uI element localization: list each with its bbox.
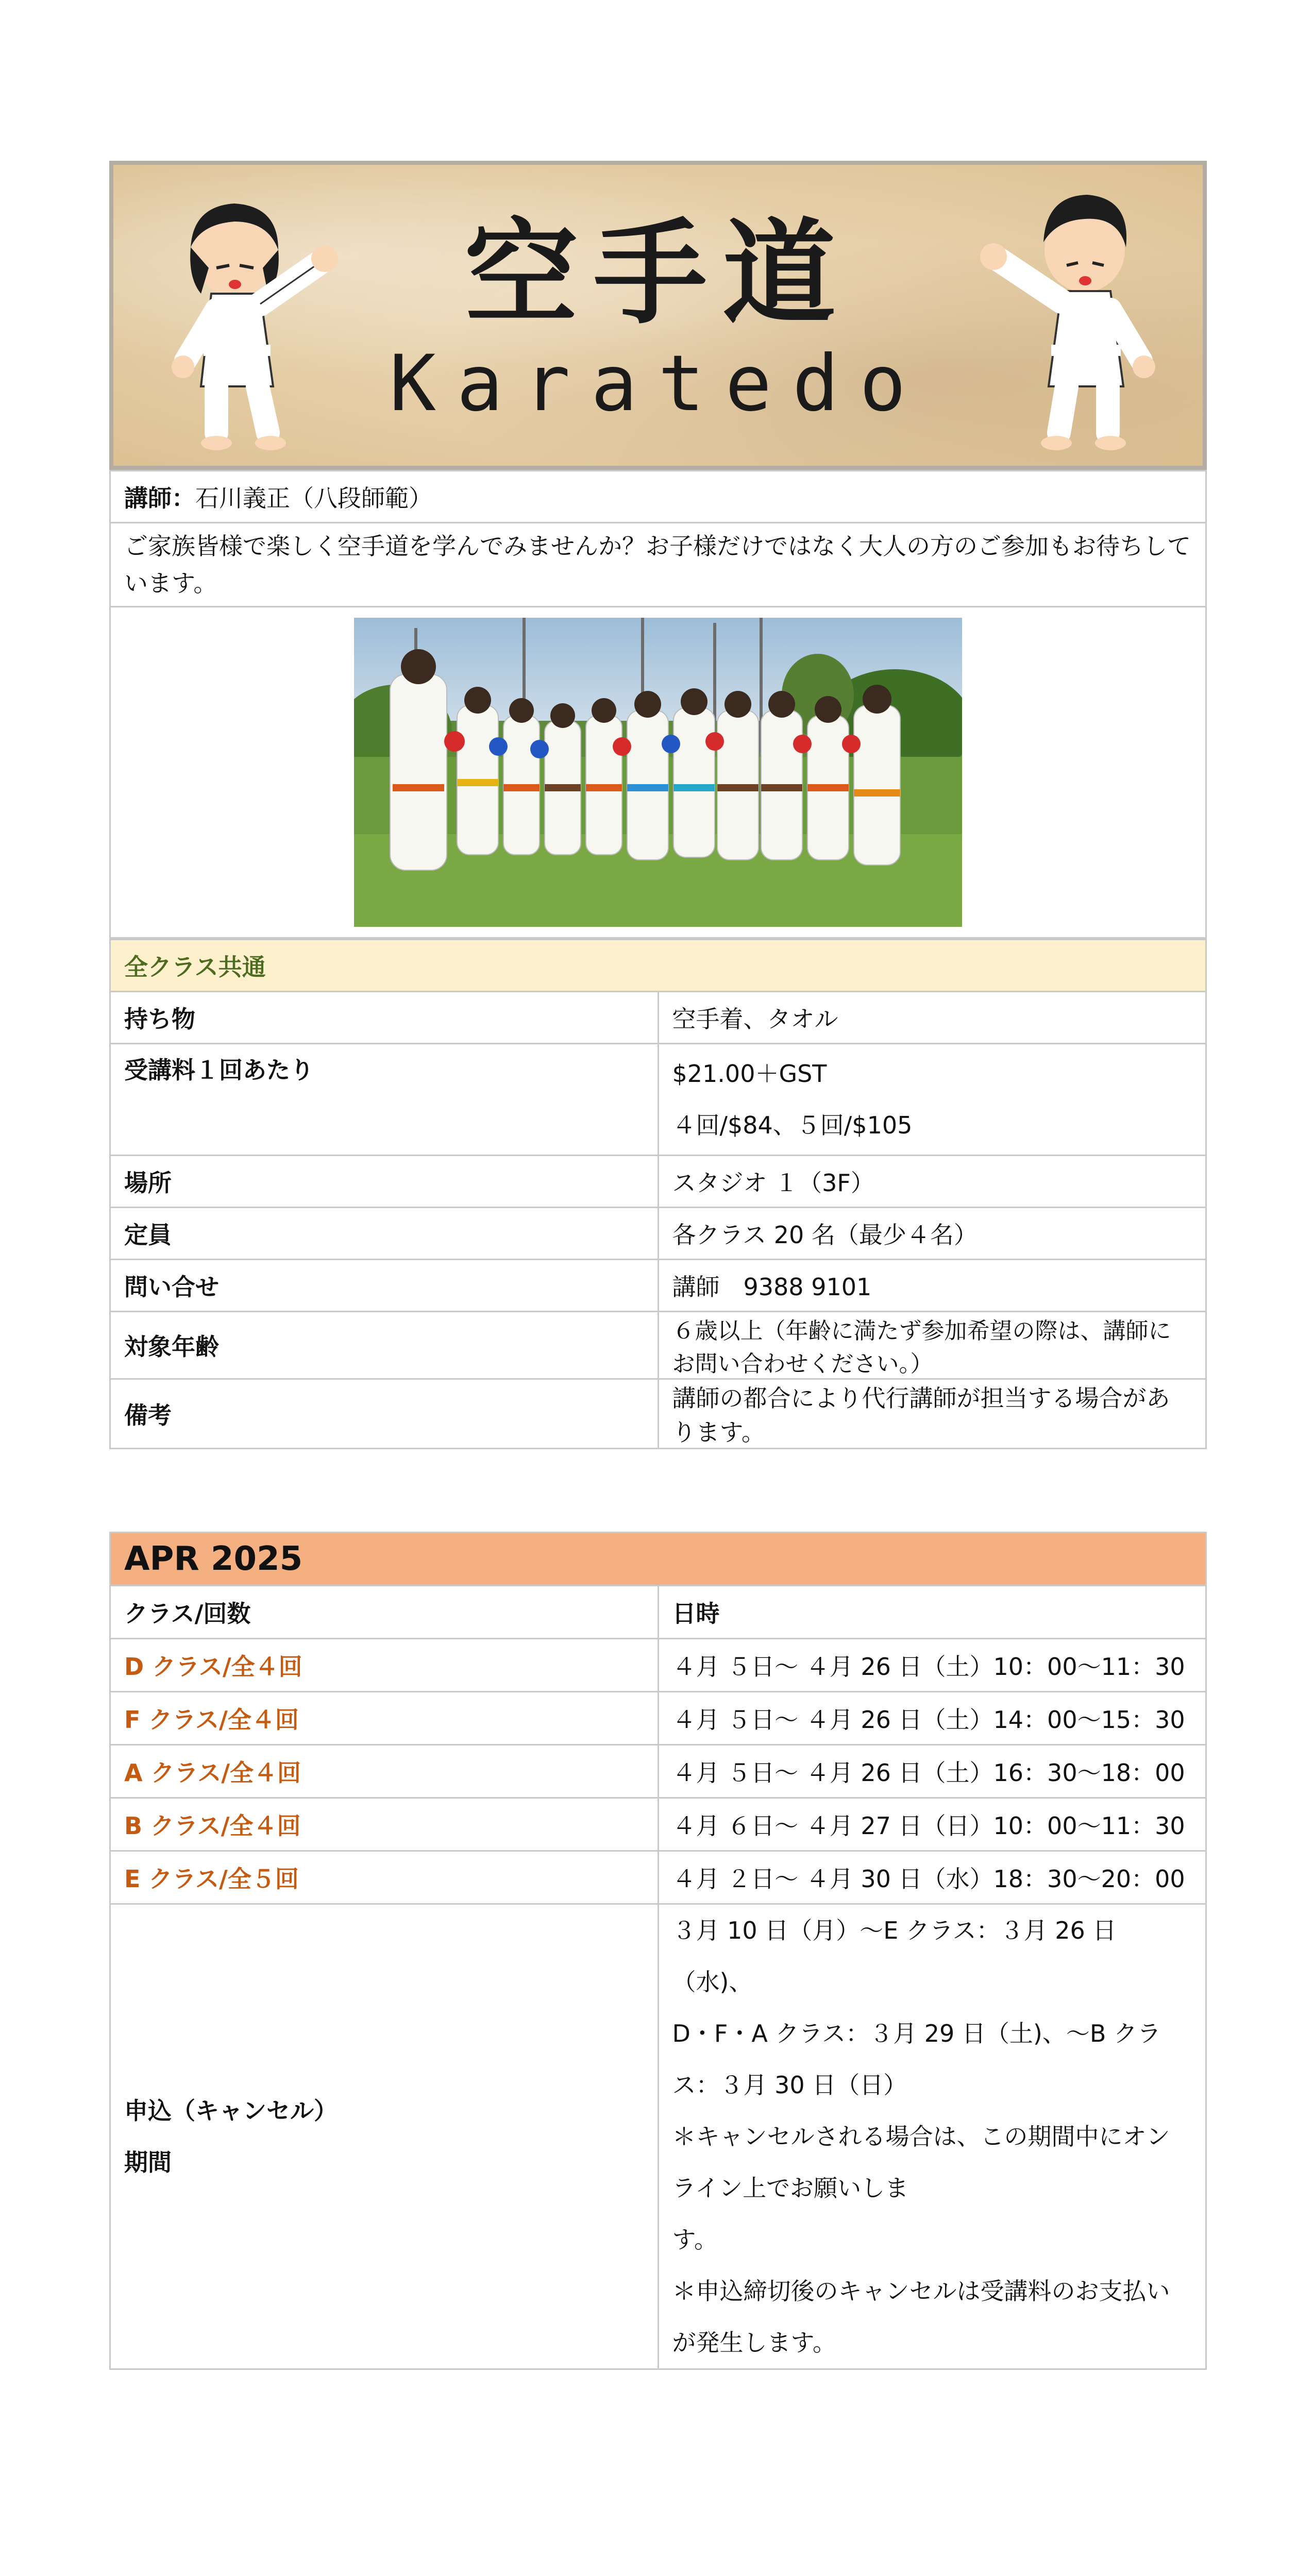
common-heading: 全クラス共通	[110, 940, 1206, 992]
application-label-line: 申込（キャンセル）	[124, 2097, 338, 2125]
common-heading-row	[110, 940, 1206, 992]
info-value: スタジオ １（3F）	[658, 1156, 1206, 1208]
info-value: ６歳以上（年齢に満たず参加希望の際は、講師にお問い合わせください。）	[658, 1312, 1206, 1379]
photo-cell	[110, 607, 1206, 938]
info-row-capacity	[110, 1208, 1206, 1260]
class-row	[110, 1639, 1206, 1692]
info-row-items	[110, 992, 1206, 1044]
class-name: B クラス/全４回	[110, 1798, 659, 1851]
info-row-contact	[110, 1260, 1206, 1312]
application-line: D・F・A クラス：３月 29 日（土)、〜B クラス：３月 30 日（日）	[672, 2020, 1161, 2099]
info-row-notes	[110, 1379, 1206, 1449]
class-datetime: ４月 ２日〜 ４月 30 日（水）18：30〜20：00	[658, 1851, 1206, 1904]
class-row	[110, 1851, 1206, 1904]
schedule-month-row	[110, 1533, 1206, 1586]
banner-title-roman: Karatedo	[389, 339, 927, 429]
instructor-label: 講師：	[124, 484, 195, 512]
common-info-table	[109, 939, 1207, 1449]
info-label: 受講料１回あたり	[110, 1044, 659, 1156]
cancellation-note: ＊キャンセルされる場合は、この期間中にオンライン上でお願いしま	[672, 2123, 1170, 2202]
class-name: A クラス/全４回	[110, 1745, 659, 1798]
application-period-details	[658, 1904, 1206, 2369]
schedule-column-headers	[110, 1586, 1206, 1639]
info-value: 各クラス 20 名（最少４名）	[658, 1208, 1206, 1260]
application-line: ３月 10 日（月）〜E クラス：３月 26 日（水)、	[672, 1917, 1117, 1996]
flyer	[109, 161, 1207, 2370]
class-datetime: ４月 ５日〜 ４月 26 日（土）14：00〜15：30	[658, 1692, 1206, 1745]
info-row-location	[110, 1156, 1206, 1208]
class-datetime: ４月 ６日〜 ４月 27 日（日）10：00〜11：30	[658, 1798, 1206, 1851]
application-period-label	[110, 1904, 659, 2369]
description-row	[110, 523, 1206, 607]
fee-packages: ４回/$84、５回/$105	[672, 1111, 913, 1139]
info-value	[658, 1044, 1206, 1156]
cancellation-note: す。	[672, 2226, 718, 2253]
info-value: 講師 9388 9101	[658, 1260, 1206, 1312]
application-label-line: 期間	[124, 2148, 172, 2176]
karatedo-banner	[109, 161, 1207, 470]
instructor-cell	[110, 471, 1206, 523]
class-datetime: ４月 ５日〜 ４月 26 日（土）16：30〜18：00	[658, 1745, 1206, 1798]
info-label: 定員	[110, 1208, 659, 1260]
class-row	[110, 1798, 1206, 1851]
photo-row	[110, 607, 1206, 938]
schedule-month: APR 2025	[110, 1533, 1206, 1586]
info-label: 持ち物	[110, 992, 659, 1044]
info-value: 講師の都合により代行講師が担当する場合があります。	[658, 1379, 1206, 1449]
info-label: 問い合せ	[110, 1260, 659, 1312]
col-header-class: クラス/回数	[110, 1586, 659, 1639]
instructor-row	[110, 471, 1206, 523]
info-label: 対象年齢	[110, 1312, 659, 1379]
col-header-datetime: 日時	[658, 1586, 1206, 1639]
class-name: F クラス/全４回	[110, 1692, 659, 1745]
info-value: 空手着、タオル	[658, 992, 1206, 1044]
class-datetime: ４月 ５日〜 ４月 26 日（土）10：00〜11：30	[658, 1639, 1206, 1692]
description-text: ご家族皆様で楽しく空手道を学んでみませんか？お子様だけではなく大人の方のご参加もお待ちしています。	[110, 523, 1206, 607]
banner-title-kanji: 空手道	[464, 206, 851, 340]
info-row-age	[110, 1312, 1206, 1379]
intro-table	[109, 470, 1207, 939]
class-row	[110, 1745, 1206, 1798]
instructor-name: 石川義正（八段師範）	[195, 484, 432, 512]
group-photo	[354, 618, 962, 927]
info-label: 場所	[110, 1156, 659, 1208]
schedule-table	[109, 1532, 1207, 2370]
info-row-fee	[110, 1044, 1206, 1156]
class-name: E クラス/全５回	[110, 1851, 659, 1904]
application-period-row	[110, 1904, 1206, 2369]
late-cancellation-note: ＊申込締切後のキャンセルは受講料のお支払いが発生します。	[672, 2277, 1170, 2357]
class-name: D クラス/全４回	[110, 1639, 659, 1692]
info-label: 備考	[110, 1379, 659, 1449]
class-row	[110, 1692, 1206, 1745]
fee-per-class: $21.00＋GST	[672, 1060, 827, 1088]
